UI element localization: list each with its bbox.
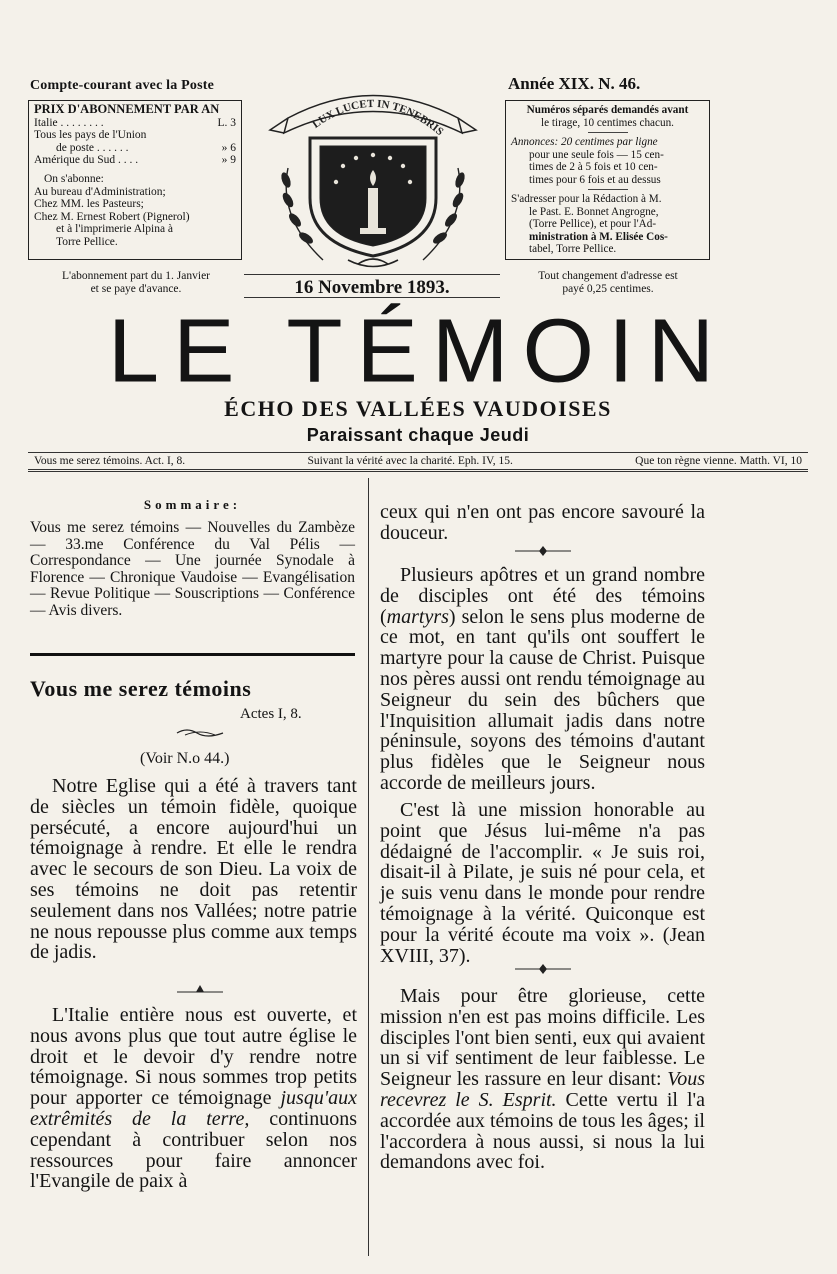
ornament-icon [513,545,573,557]
motto-2: Suivant la vérité avec la charité. Eph. IV, 15. [307,455,513,467]
article-paragraph: ceux qui n'en ont pas encore savouré la douceur. [380,501,705,544]
subscribe-line: Chez M. Ernest Robert (Pignerol) [34,210,190,223]
ornament-icon [513,963,573,975]
see-reference: (Voir N.o 44.) [140,750,230,767]
emblem-motto: LUX LUCET IN TENEBRIS [310,97,446,139]
price-row: de poste . . . . . . » 6 [56,141,236,154]
subscribe-line: Chez MM. les Pasteurs; [34,198,144,211]
motto-3: Que ton règne vienne. Matth. VI, 10 [635,455,802,467]
newspaper-title: LE TÉMOIN [107,301,729,401]
subscribe-line: Au bureau d'Administration; [34,185,166,198]
price-row: Tous les pays de l'Union [34,129,147,142]
subscribe-line: Torre Pellice. [56,235,118,248]
issue-number: Année XIX. N. 46. [508,74,641,93]
subscription-box [28,100,242,260]
article-reference: Actes I, 8. [240,706,302,722]
waldensian-emblem-logo [248,78,498,273]
column-divider [368,478,369,1256]
subscribe-line: On s'abonne: [44,172,104,185]
publication-frequency: Paraissant chaque Jeudi [306,425,530,445]
article-paragraph: Notre Eglise qui a été à travers tant de siècles un témoin fidèle, quoique persécuté, a encore aujourd'hui un témoignage à rendre. Et elle le rendra avec le secours de son Dieu. La voix de ses témoins ne doit pas retentir seulement dans nos Vallées; notre patrie ne nous repousse plus comme aux temps de jadis. [30,775,357,964]
motto-1: Vous me serez témoins. Act. I, 8. [34,455,186,467]
address-change-note: Tout changement d'adresse est payé 0,25 centimes. [538,270,678,295]
subscription-terms: L'abonnement part du 1. Janvier et se paye d'avance. [61,270,210,295]
article-paragraph: L'Italie entière nous est ouverte, et nous avons plus que tout autre église le droit et le devoir d'y rendre notre témoignage. Si nous sommes trop petits pour apporter ce témoignage jusqu'aux extrêmités de la terre, continuons cependant à contribuer selon nos ressources pour faire annoncer l'Evangile de paix à [30,1004,357,1193]
postal-account-note: Compte-courant avec la Poste [30,78,215,93]
subscription-title: PRIX D'ABONNEMENT PAR AN [34,102,220,116]
issue-date: 16 Novembre 1893. [294,277,450,298]
article-paragraph: C'est là une mission honorable au point que Jésus lui-même n'a pas dédaigné de l'accomplir. « Je suis roi, disait-il à Pilate, je suis né pour cela, et je suis venu dans le monde pour rendre témoignage à la vérité. Quiconque est pour la vérité écoute ma voix ». (Jean XVIII, 37). [380,799,705,967]
price-row: Amérique du Sud . . . . » 9 [34,154,236,167]
scripture-motto-bar [28,452,808,472]
summary-text: Vous me serez témoins — Nouvelles du Zambèze — 33.me Conférence du Val Pélis — Correspondance — Une journée Synodale à Florence — Chronique Vaudoise — Evangélisation — Revue Politique — Souscriptions — Conférence — Avis divers. [30,519,355,619]
subscribe-line: et à l'imprimerie Alpina à [56,223,174,236]
article-paragraph: Plusieurs apôtres et un grand nombre de disciples ont été des témoins (martyrs) selon le sens plus moderne de ce mot, en tant qu'ils ont souffert le martyre pour la cause de Christ. Puisque nos pères aussi ont rendu témoignage au Seigneur du sein des bûchers que l'Inquisition allumait jadis dans notre péninsule, soyons des témoins d'autant plus fidèles que le Seigneur nous accorde de meilleurs jours. [380,564,705,794]
newspaper-subtitle: ÉCHO DES VALLÉES VAUDOISES [224,396,612,421]
article-title: Vous me serez témoins [30,676,252,701]
article-paragraph: Mais pour être glorieuse, cette mission n'en est pas moins difficile. Les disciples l'ont bien senti, eux qui avaient un si vif sentiment de leur faiblesse. Le Seigneur les rassure en leur disant: Vous recevrez le S. Esprit. Cette vertu il l'a accordée aux témoins de tous les âges; il l'accordera à nous aussi, si nous la lui demandons avec foi. [380,985,705,1174]
summary-heading: Sommaire: [143,497,242,512]
ornament-icon [175,727,225,739]
price-row: Italie . . . . . . . . L. 3 [34,116,236,129]
section-rule [30,653,355,656]
advertising-box: Numéros séparés demandés avant le tirage, 10 centimes chacun. Annonces: 20 centimes par ligne pour une seule fois — 15 cen- times de 2 à 5 fois et 10 cen- times pour 6 fois et au dessus S'adresser pour la Rédaction à M. le Past. E. Bonnet Angrogne, (Torre Pellice), et pour l'Ad- ministration à M. Elisée Cos- tabel, Torre Pellice. [505,100,710,260]
ornament-icon [175,983,225,995]
